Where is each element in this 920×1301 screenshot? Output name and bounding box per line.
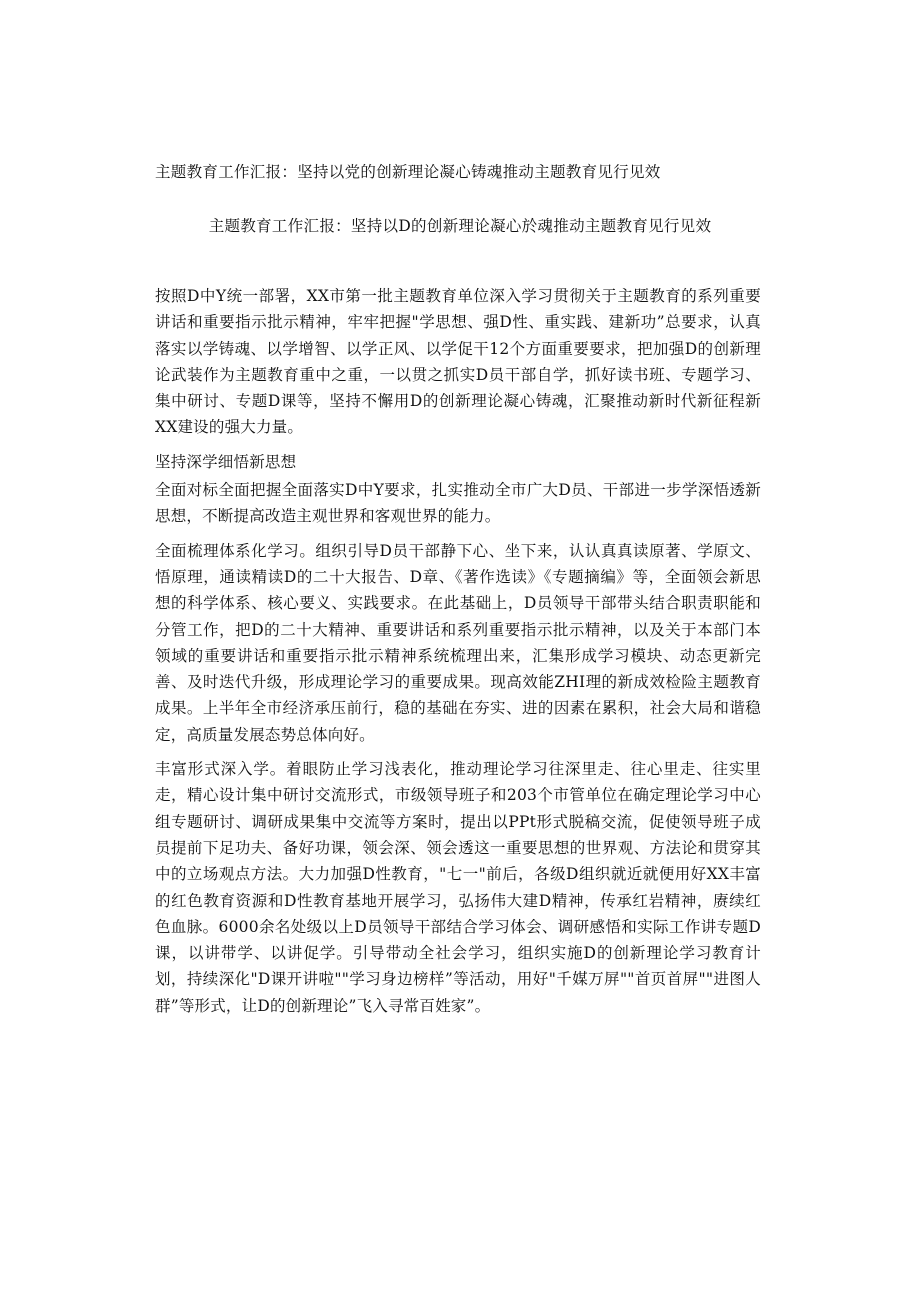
body-paragraph-2: 全面梳理体系化学习。组织引导D员干部静下心、坐下来，认认真真读原著、学原文、悟原理，通读精读D的二十大报告、D章、《著作选读》《专题摘编》等，全面领会新思想的科学体系、核心要义、实践要求。在此基础上，D员领导干部带头结合职责职能和分管工作，把D的二十大精神、重要讲话和系列重要指示批示精神，以及关于本部门本领域的重要讲话和重要指示批示精神系统梳理出来，汇集形成学习模块、动态更新完善、及时迭代升级，形成理论学习的重要成果。现高效能ZHI理的新成效检险主题教育成果。上半年全市经济承压前行，稳的基础在夯实、进的因素在累积，社会大局和谐稳定，高质量发展态势总体向好。 — [155, 541, 761, 744]
body-paragraph-3: 丰富形式深入学。着眼防止学习浅表化，推动理论学习往深里走、往心里走、往实里走，精心设计集中研讨交流形式，市级领导班子和203个市管单位在确定理论学习中心组专题研讨、调研成果集中交流等方案时，提出以PPt形式脱稿交流，促使领导班子成员提前下足功夫、备好功课，领会深、领会透这一重要思想的世界观、方法论和贯穿其中的立场观点方法。大力加强D性教育，"七一"前后，各级D组织就近就便用好XX丰富的红色教育资源和D性教育基地开展学习，弘扬伟大建D精神，传承红岩精神，赓续红色血脉。6000余名处级以上D员领导干部结合学习体会、调研感悟和实际工作讲专题D课，以讲带学、以讲促学。引导带动全社会学习，组织实施D的创新理论学习教育计划，持续深化"D课开讲啦""学习身边榜样”等活动，用好"千媒万屏""首页首屏""进图人群”等形式，让D的创新理论”飞入寻常百姓家”。 — [155, 760, 761, 1015]
document-main-title: 主题教育工作汇报：坚持以D的创新理论凝心於魂推动主题教育见行见效 — [208, 217, 712, 235]
document-header-title: 主题教育工作汇报：坚持以党的创新理论凝心铸魂推动主题教育见行见效 — [155, 163, 661, 181]
document-body — [155, 283, 761, 1027]
intro-paragraph: 按照D中Y统一部署，XX市第一批主题教育单位深入学习贯彻关于主题教育的系列重要讲话和重要指示批示精神，牢牢把握"学思想、强D性、重实践、建新功”总要求，认真落实以学铸魂、以学增智、以学正风、以学促干12个方面重要要求，把加强D的创新理论武装作为主题教育重中之重，一以贯之抓实D员干部自学，抓好读书班、专题学习、集中研讨、专题D课等，坚持不懈用D的创新理论凝心铸魂，汇聚推动新时代新征程新XX建设的强大力量。 — [155, 287, 761, 437]
section-heading: 坚持深学细悟新思想 — [155, 452, 297, 471]
body-paragraph-1: 全面对标全面把握全面落实D中Y要求，扎实推动全市广大D员、干部进一步学深悟透新思想，不断提高改造主观世界和客观世界的能力。 — [155, 481, 761, 526]
